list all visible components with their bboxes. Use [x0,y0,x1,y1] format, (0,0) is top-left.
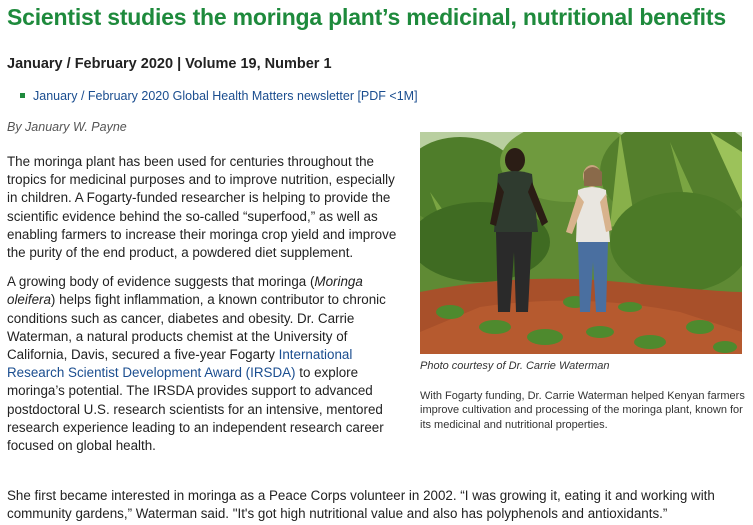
photo-caption: With Fogarty funding, Dr. Carrie Waterman helped Kenyan farmers improve cultivation and processing of the moringa plant, known for its medicinal and nutritional properties. [420,390,745,431]
paragraph-2 [7,273,407,455]
pdf-list-item [20,89,418,103]
newsletter-pdf-link[interactable]: January / February 2020 Global Health Matters newsletter [PDF <1M] [33,89,418,103]
photo-credit: Photo courtesy of Dr. Carrie Waterman [420,360,610,372]
paragraph-3: She first became interested in moringa as a Peace Corps volunteer in 2002. “I was growing it, eating it and working with community gardens,” Waterman said. "It's got high nutritional value and also has polyphenols and antioxidants.” [7,488,715,522]
paragraph-2-part-b: ) helps fight inflammation, a known contributor to chronic conditions such as cancer, diabetes and obesity. Dr. Carrie Waterman, a natural products chemist at the University of California, Davis, secured a five-year Fogarty [7,292,386,363]
byline: By January W. Payne [7,120,127,134]
moringa-field-photo [420,132,742,354]
paragraph-1: The moringa plant has been used for centuries throughout the tropics for medicinal purposes and to improve nutrition, especially in children. A Fogarty-funded researcher is helping to provide the scientific evidence behind the so-called “superfood,” as well as enabling farmers to increase their moringa crop yield and improve the purity of the end product, a powdered diet supplement. [7,154,397,261]
paragraph-2-part-a: A growing body of evidence suggests that moringa ( [7,274,315,290]
irsda-link[interactable]: International Research Scientist Development Award (IRSDA) [7,347,353,381]
article-body [7,153,407,466]
article-title: Scientist studies the moringa plant’s medicinal, nutritional benefits [7,4,726,30]
issue-info: January / February 2020 | Volume 19, Number 1 [7,56,332,72]
paragraph-2-part-c: to explore moringa’s potential. The IRSDA provides support to advanced postdoctoral U.S. research scientists for an intensive, mentored research experience leading to an independent research career focused on global health. [7,365,384,454]
species-name: Moringa oleifera [7,274,363,308]
bullet-square-icon [20,93,25,98]
